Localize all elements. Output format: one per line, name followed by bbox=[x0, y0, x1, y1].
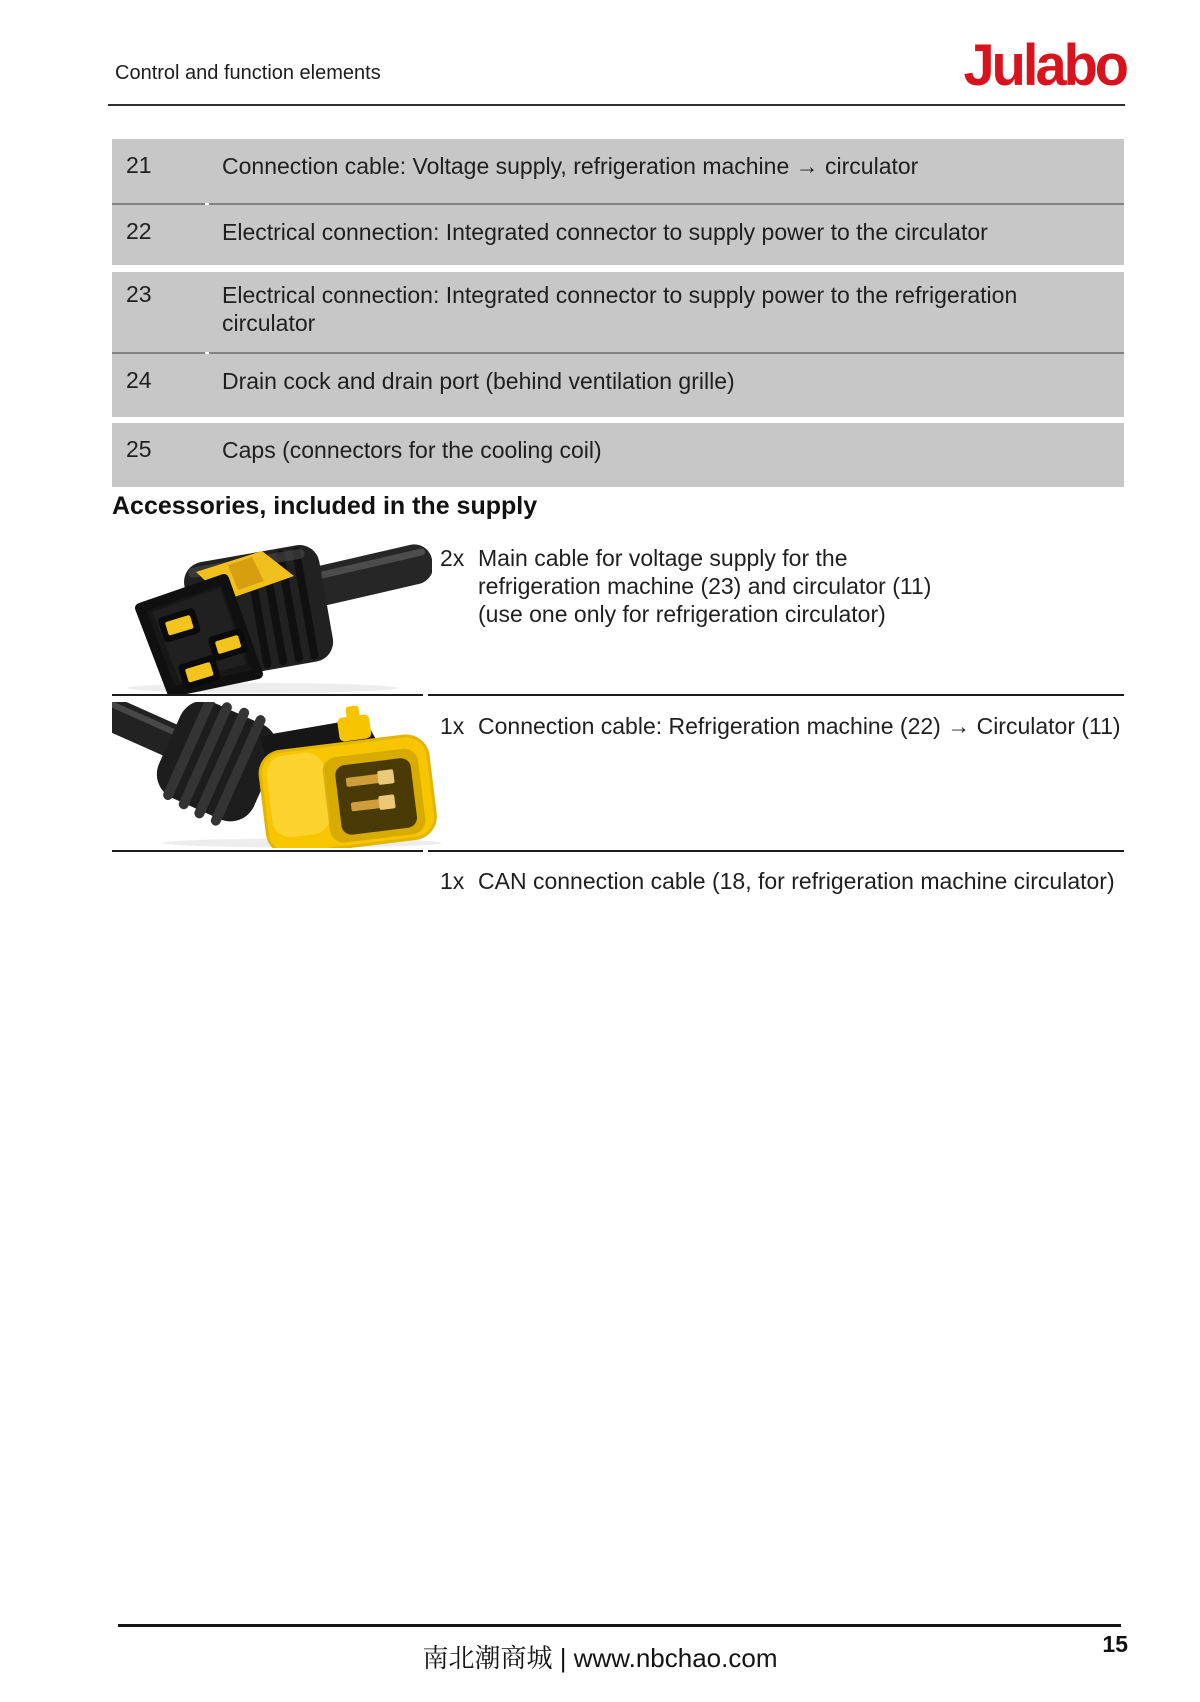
row-description: Connection cable: Voltage supply, refrigeration machine → circulator bbox=[222, 153, 919, 179]
accessory-divider bbox=[112, 850, 1124, 852]
accessory-description: Connection cable: Refrigeration machine (22) → Circulator (11) bbox=[478, 713, 1121, 739]
row-description: Electrical connection: Integrated connector to supply power to the refrigeration circulator bbox=[222, 282, 1018, 336]
black-c19-connector-drawing bbox=[112, 524, 432, 694]
quantity-label: 2x bbox=[440, 545, 465, 571]
quantity-label: 1x bbox=[440, 713, 465, 739]
black-c19-connector-image bbox=[112, 524, 432, 694]
accessory-item bbox=[440, 867, 1115, 895]
accessory-description: Main cable for voltage supply for the refrigeration machine (23) and circulator (11) (use one only for refrigeration circulator) bbox=[478, 545, 932, 627]
table-row bbox=[112, 139, 1124, 203]
row-number: 22 bbox=[126, 218, 152, 244]
row-description: Caps (connectors for the cooling coil) bbox=[222, 437, 602, 463]
yellow-c20-plug-image bbox=[112, 702, 447, 848]
page-section-title: Control and function elements bbox=[115, 62, 381, 84]
table-row bbox=[112, 423, 1124, 487]
row-description: Drain cock and drain port (behind ventilation grille) bbox=[222, 368, 735, 394]
accessory-item bbox=[440, 544, 931, 628]
footer-site-text: 南北潮商城 | www.nbchao.com bbox=[422, 1643, 778, 1673]
table-row bbox=[112, 354, 1124, 417]
table-row bbox=[112, 272, 1124, 352]
row-number: 24 bbox=[126, 367, 152, 393]
page-number: 15 bbox=[1102, 1631, 1128, 1657]
row-number: 23 bbox=[126, 281, 152, 307]
row-number: 21 bbox=[126, 152, 152, 178]
footer-divider bbox=[118, 1624, 1121, 1627]
row-description: Electrical connection: Integrated connector to supply power to the circulator bbox=[222, 219, 988, 245]
accessory-divider bbox=[112, 694, 1124, 696]
accessories-heading: Accessories, included in the supply bbox=[112, 492, 538, 520]
row-spacer bbox=[112, 265, 1124, 272]
accessory-item bbox=[440, 712, 1121, 740]
quantity-label: 1x bbox=[440, 868, 465, 894]
accessory-description: CAN connection cable (18, for refrigeration machine circulator) bbox=[478, 868, 1115, 894]
table-row bbox=[112, 205, 1124, 265]
julabo-logo: Julabo bbox=[963, 31, 1126, 98]
row-number: 25 bbox=[126, 436, 152, 462]
parts-table bbox=[112, 139, 1124, 487]
header-divider bbox=[108, 104, 1125, 106]
yellow-c20-plug-drawing bbox=[112, 702, 447, 848]
